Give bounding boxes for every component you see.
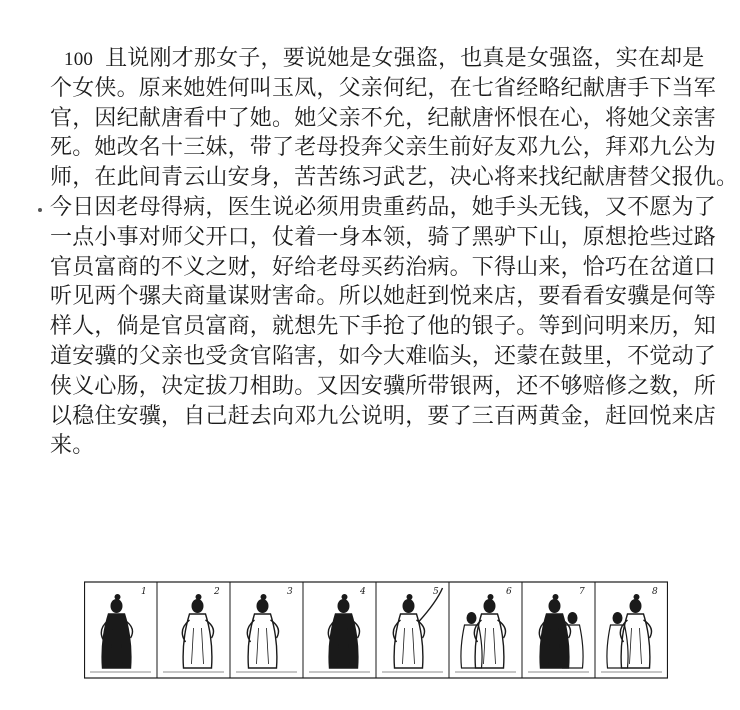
strip-panel <box>376 582 443 678</box>
strip-panel <box>230 582 297 678</box>
strip-panel <box>449 582 516 678</box>
text-line-9: 听见两个骡夫商量谋财害命。所以她赶到悦来店，要看看安骥是何等 <box>50 284 717 310</box>
text-line-6: 今日因老母得病，医生说必须用贵重药品，她手头无钱，又不愿为了 <box>50 194 717 220</box>
figure-silhouette <box>236 594 297 672</box>
figure-silhouette <box>455 594 516 672</box>
text-line-3: 官，因纪献唐看中了她。她父亲不允，纪献唐怀恨在心，将她父亲害 <box>50 105 717 131</box>
figure-silhouette <box>90 594 151 672</box>
strip-panel <box>157 582 224 678</box>
body-text <box>50 44 739 461</box>
strip-panel <box>522 582 589 678</box>
text-line-5: 师，在此间青云山安身，苦苦练习武艺，决心将来找纪献唐替父报仇。 <box>50 165 739 191</box>
text-line-11: 道安骥的父亲也受贪官陷害，如今大难临头，还蒙在鼓里，不觉动了 <box>50 343 717 369</box>
text-line-14: 来。 <box>50 433 95 459</box>
strip-panel <box>90 587 151 672</box>
line-text: 且说刚才那女子，要说她是女强盗，也真是女强盗，实在却是 <box>105 46 705 71</box>
panel-number: 4 <box>360 587 366 597</box>
figure-silhouette <box>309 594 370 672</box>
figure-silhouette <box>382 588 443 672</box>
panel-number: 8 <box>652 587 658 597</box>
panel-number: 1 <box>141 587 147 597</box>
strip-panel <box>595 582 662 678</box>
figure-silhouette <box>601 594 662 672</box>
figure-silhouette <box>163 594 224 672</box>
panel-number: 3 <box>287 587 293 597</box>
text-line-12: 侠义心肠，决定拔刀相助。又因安骥所带银两，还不够赔修之数，所 <box>50 373 717 399</box>
comic-strip-illustration <box>84 578 668 682</box>
page-number: 100 <box>64 49 94 70</box>
text-line-2: 个女侠。原来她姓何叫玉凤，父亲何纪，在七省经略纪献唐手下当军 <box>50 75 717 101</box>
panel-number: 6 <box>506 587 512 597</box>
text-line-10: 样人，倘是官员富商，就想先下手抢了他的银子。等到问明来历，知 <box>50 314 717 340</box>
comic-strip <box>84 578 668 682</box>
panel-number: 5 <box>433 587 439 597</box>
text-line-13: 以稳住安骥，自己赶去向邓九公说明，要了三百两黄金，赶回悦来店 <box>50 403 717 429</box>
strip-panel <box>303 582 370 678</box>
text-line-7: 一点小事对师父开口，仗着一身本领，骑了黑驴下山，原想抢些过路 <box>50 224 717 250</box>
panel-number: 2 <box>214 587 220 597</box>
text-line-4: 死。她改名十三妹，带了老母投奔父亲生前好友邓九公，拜邓九公为 <box>50 135 717 161</box>
text-line-1 <box>50 44 705 74</box>
figure-silhouette <box>528 594 589 672</box>
text-line-8: 官员富商的不义之财，好给老母买药治病。下得山来，恰巧在岔道口 <box>50 254 717 280</box>
panel-number: 7 <box>579 587 585 597</box>
margin-dot <box>38 208 42 212</box>
